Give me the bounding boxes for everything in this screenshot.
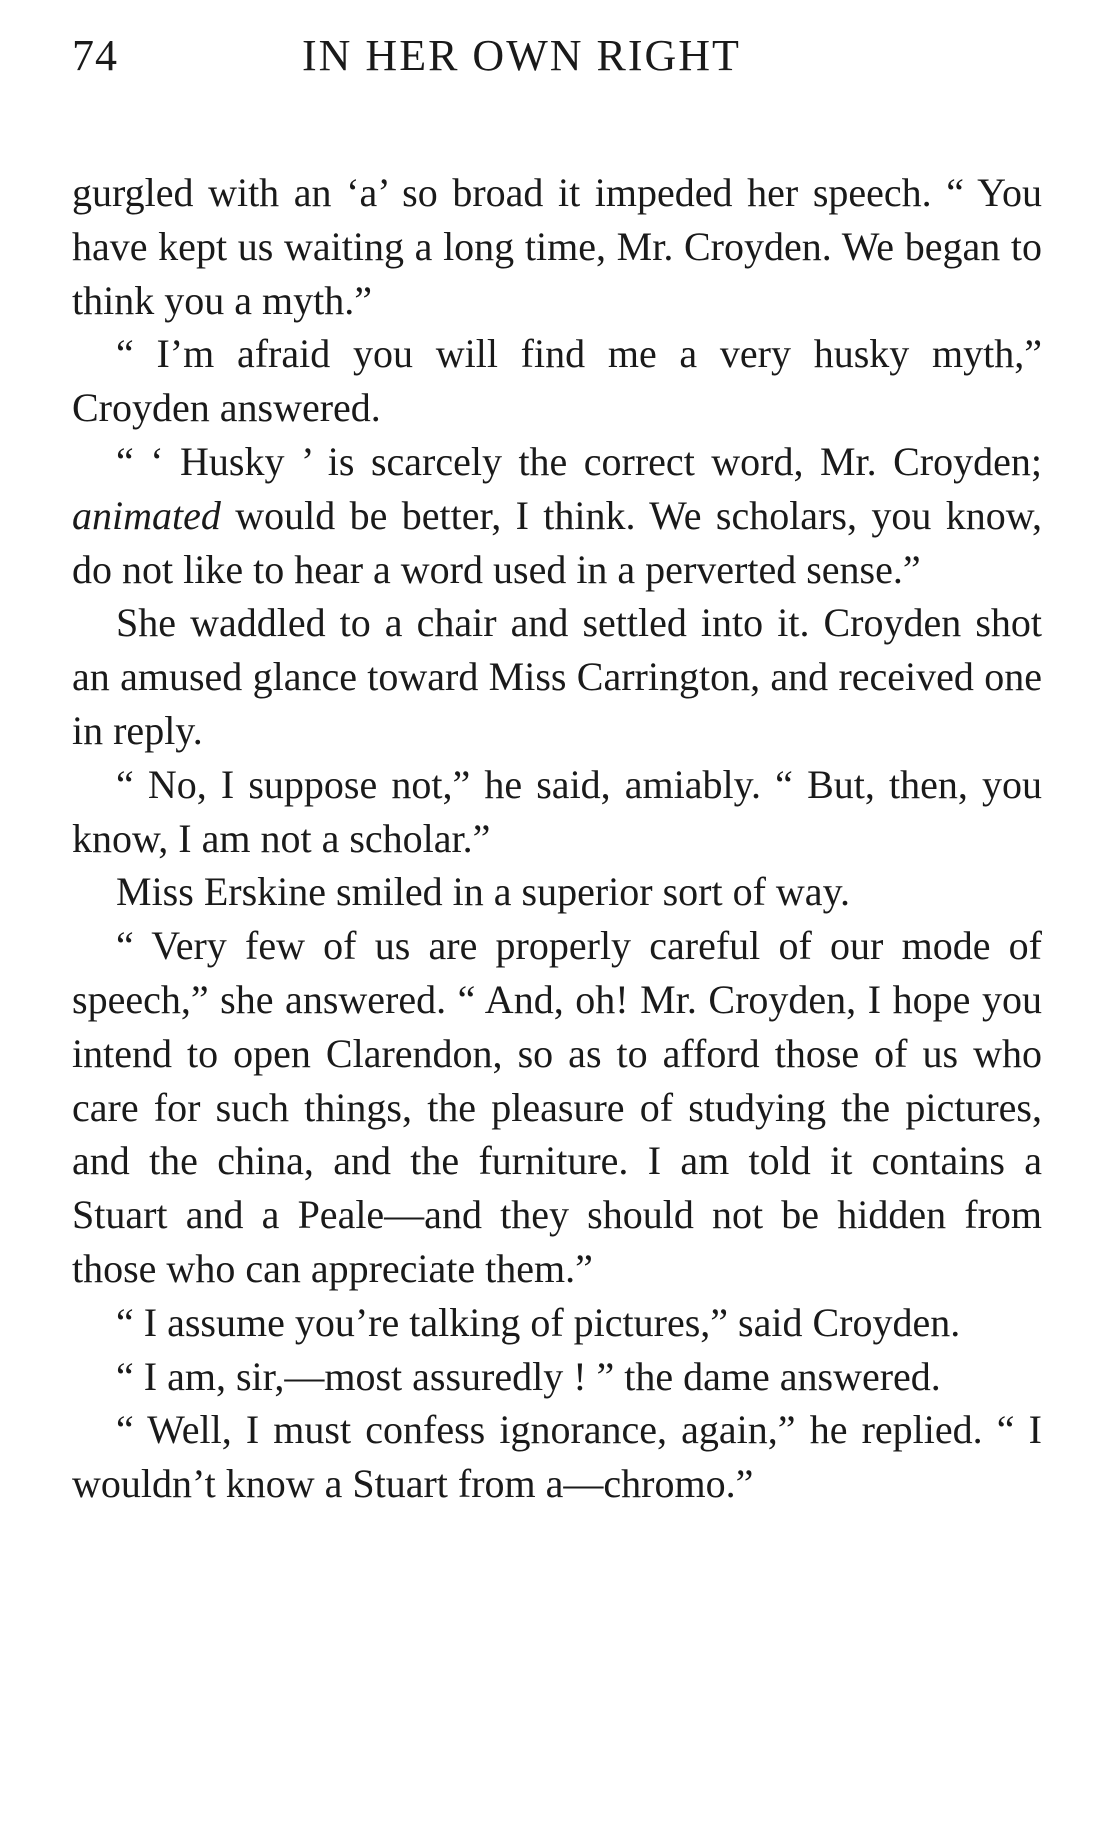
paragraph-3-start: “ ‘ Husky ’ is scarcely the correct word, Mr. Croyden; — [116, 438, 1042, 484]
paragraph-2: “ I’m afraid you will find me a very husky myth,” Croyden answered. — [72, 331, 1042, 431]
running-head — [72, 30, 1042, 88]
paragraph-6: Miss Erskine smiled in a superior sort of way. — [116, 869, 850, 915]
paragraph-1: gurgled with an ‘a’ so broad it impeded her speech. “ You have kept us waiting a long time, Mr. Croyden. We began to think you a myth.” — [72, 170, 1042, 323]
book-page — [72, 30, 1042, 1511]
paragraph-9: “ I am, sir,—most assuredly ! ” the dame answered. — [116, 1353, 941, 1399]
paragraph-10: “ Well, I must confess ignorance, again,” he replied. “ I wouldn’t know a Stuart from a—chromo.” — [72, 1407, 1042, 1507]
paragraph-8: “ I assume you’re talking of pictures,” said Croyden. — [116, 1299, 961, 1345]
running-title: IN HER OWN RIGHT — [302, 31, 741, 80]
body-text — [72, 166, 1042, 1511]
paragraph-3 — [72, 435, 1042, 596]
italic-word: animated — [72, 492, 221, 538]
paragraph-7: “ Very few of us are properly careful of our mode of speech,” she answered. “ And, oh! Mr. Croyden, I hope you intend to open Clarendon, so as to afford those of us who care for such things, the pleasure of studying the pictures, and the china, and the furniture. I am told it contains a Stuart and a Peale—and they should not be hidden from those who can appreciate them.” — [72, 923, 1042, 1291]
paragraph-4: She waddled to a chair and settled into it. Croyden shot an amused glance toward Miss Carrington, and received one in reply. — [72, 600, 1042, 753]
page-number: 74 — [72, 31, 118, 80]
paragraph-5: “ No, I suppose not,” he said, amiably. “ But, then, you know, I am not a scholar.” — [72, 761, 1042, 861]
paragraph-3-end: would be better, I think. We scholars, you know, do not like to hear a word used in a perverted sense.” — [72, 492, 1042, 592]
